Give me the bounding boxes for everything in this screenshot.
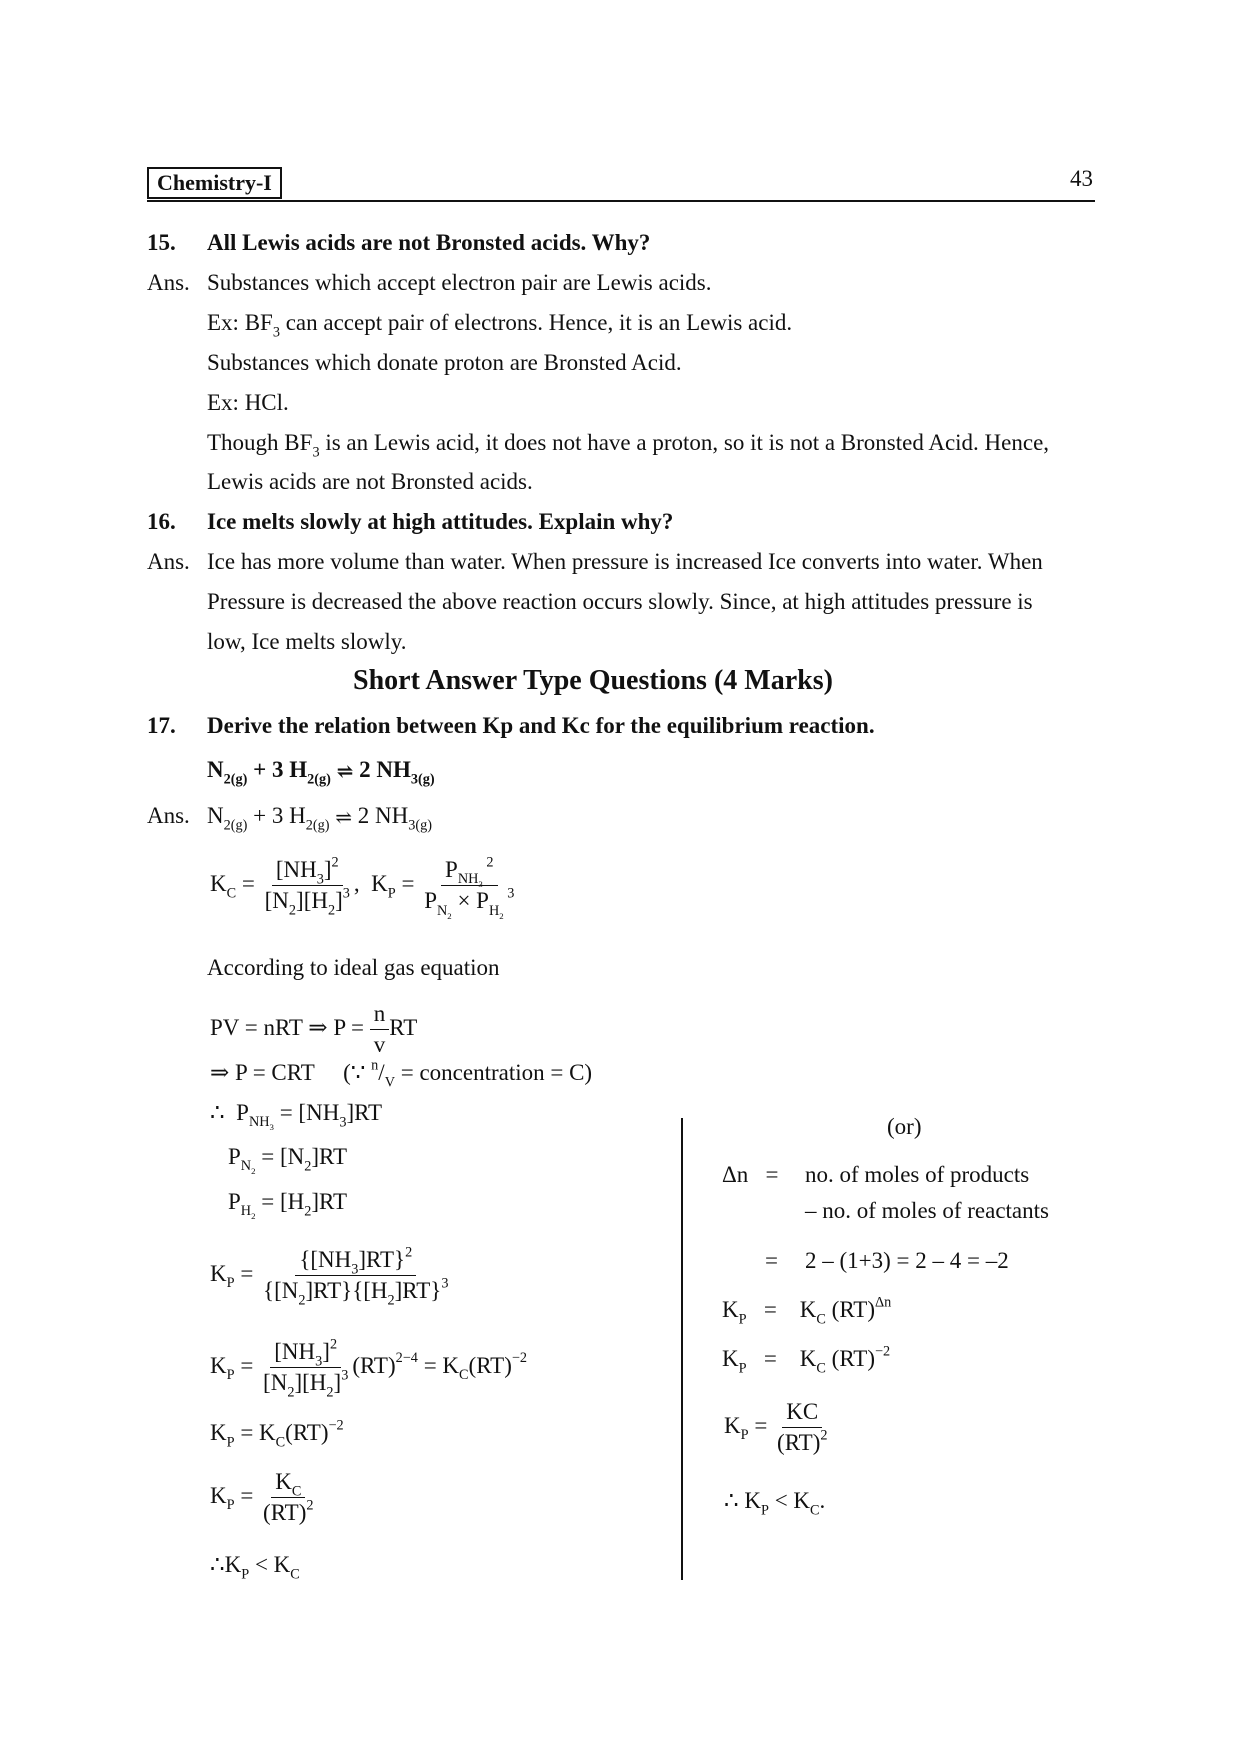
page-number: 43 bbox=[1070, 166, 1093, 191]
reaction-equation: $N_{2(g)} + 3$ $H_{2(g)}$ ⇌ 2 $NH_{3(g)}$ bbox=[207, 757, 435, 788]
partial-pressure-n2: $P_{N_2} = [N_2]RT$ bbox=[228, 1144, 348, 1177]
section-heading: Short Answer Type Questions (4 Marks) bbox=[353, 665, 833, 696]
answer-line: low, Ice melts slowly. bbox=[207, 629, 407, 654]
question-number: 15. bbox=[147, 230, 176, 255]
partial-pressure-h2: $P_{H_2} = [H_2]RT$ bbox=[228, 1189, 348, 1222]
question-text: Derive the relation between Kp and Kc for the equilibrium reaction. bbox=[207, 713, 875, 738]
or-label: (or) bbox=[887, 1114, 922, 1139]
question-number: 17. bbox=[147, 713, 176, 738]
question-number: 16. bbox=[147, 509, 176, 534]
reaction-equation: $N_{2(g)} + 3$ $H_{2(g)}$ ⇌ 2 $NH_{3(g)}$ bbox=[207, 803, 432, 834]
kp-delta-n: $K_P$ = $K_C$ (RT)$^{\Delta n}$ bbox=[722, 1294, 892, 1328]
answer-line: Ex: HCl. bbox=[207, 390, 289, 415]
kp-fraction: $K_P$ = $\frac{K_C}{(RT)^2}$ bbox=[210, 1469, 314, 1525]
kp-substitution: $K_P$ = $\frac{\{[NH_3]RT\}^2}{\{[N_2]RT\}\{[H_2]RT\}^3}$ bbox=[210, 1244, 449, 1309]
question-text: All Lewis acids are not Bronsted acids. Why? bbox=[207, 230, 651, 255]
ideal-gas-text: According to ideal gas equation bbox=[207, 955, 500, 980]
delta-n-definition: – no. of moles of reactants bbox=[805, 1198, 1049, 1223]
pressure-concentration: ⇒ P = CRT (∵ $^n/_V$ = concentration = C) bbox=[210, 1057, 593, 1091]
answer-label: Ans. bbox=[147, 549, 190, 574]
partial-pressure-nh3: ∴ $P_{NH_3} = [NH_3]RT$ bbox=[210, 1100, 383, 1133]
kp-minus-two: $K_P$ = $K_C$ (RT)$^{-2}$ bbox=[722, 1343, 891, 1377]
ideal-gas-equation: PV = nRT ⇒ P = $\frac{n}{v}$ RT bbox=[210, 1001, 418, 1057]
kp-simplified: $K_P$ = $\frac{[NH_3]^2}{[N_2][H_2]^3}$ $(RT)^{2-4} = K_C(RT)^{-2}$ bbox=[210, 1336, 528, 1401]
answer-label: Ans. bbox=[147, 803, 190, 828]
answer-line: Ex: $BF_3$ can accept pair of electrons. Hence, it is an Lewis acid. bbox=[207, 310, 793, 341]
kp-relation: $K_P = K_C(RT)^{-2}$ bbox=[210, 1417, 344, 1451]
kc-kp-definitions: $K_C$ = $\frac{[NH_3]^2}{[N_2][H_2]^3}$ , $K_P$ = $\frac{P_{NH_3} ^2}{P_{N_2} \times P_{H_2} ^3}$ bbox=[210, 854, 515, 921]
column-divider bbox=[681, 1118, 683, 1580]
delta-n-label: Δn = bbox=[722, 1162, 779, 1187]
delta-n-value: 2 – (1+3) = 2 – 4 = –2 bbox=[805, 1248, 1009, 1273]
kp-fraction-right: $K_P$ = $\frac{KC}{(RT)^2}$ bbox=[724, 1399, 828, 1455]
answer-line: Lewis acids are not Bronsted acids. bbox=[207, 469, 533, 494]
header-rule bbox=[147, 200, 1095, 202]
question-text: Ice melts slowly at high attitudes. Explain why? bbox=[207, 509, 674, 534]
answer-line: Substances which donate proton are Bronsted Acid. bbox=[207, 350, 682, 375]
answer-label: Ans. bbox=[147, 270, 190, 295]
kp-conclusion: $\therefore K_P < K_C$ bbox=[210, 1552, 300, 1583]
answer-line: Though $BF_3$ is an Lewis acid, it does not have a proton, so it is not a Bronsted Acid. Hence, bbox=[207, 430, 1050, 461]
equals-sign: = bbox=[765, 1248, 778, 1273]
kp-conclusion-right: ∴ $K_P < K_C$. bbox=[724, 1488, 826, 1519]
answer-line: Ice has more volume than water. When pressure is increased Ice converts into water. When bbox=[207, 549, 1043, 574]
answer-line: Pressure is decreased the above reaction occurs slowly. Since, at high attitudes pressure is bbox=[207, 589, 1033, 614]
delta-n-definition: no. of moles of products bbox=[805, 1162, 1030, 1187]
chapter-title: Chemistry-I bbox=[147, 167, 282, 199]
answer-line: Substances which accept electron pair are Lewis acids. bbox=[207, 270, 712, 295]
